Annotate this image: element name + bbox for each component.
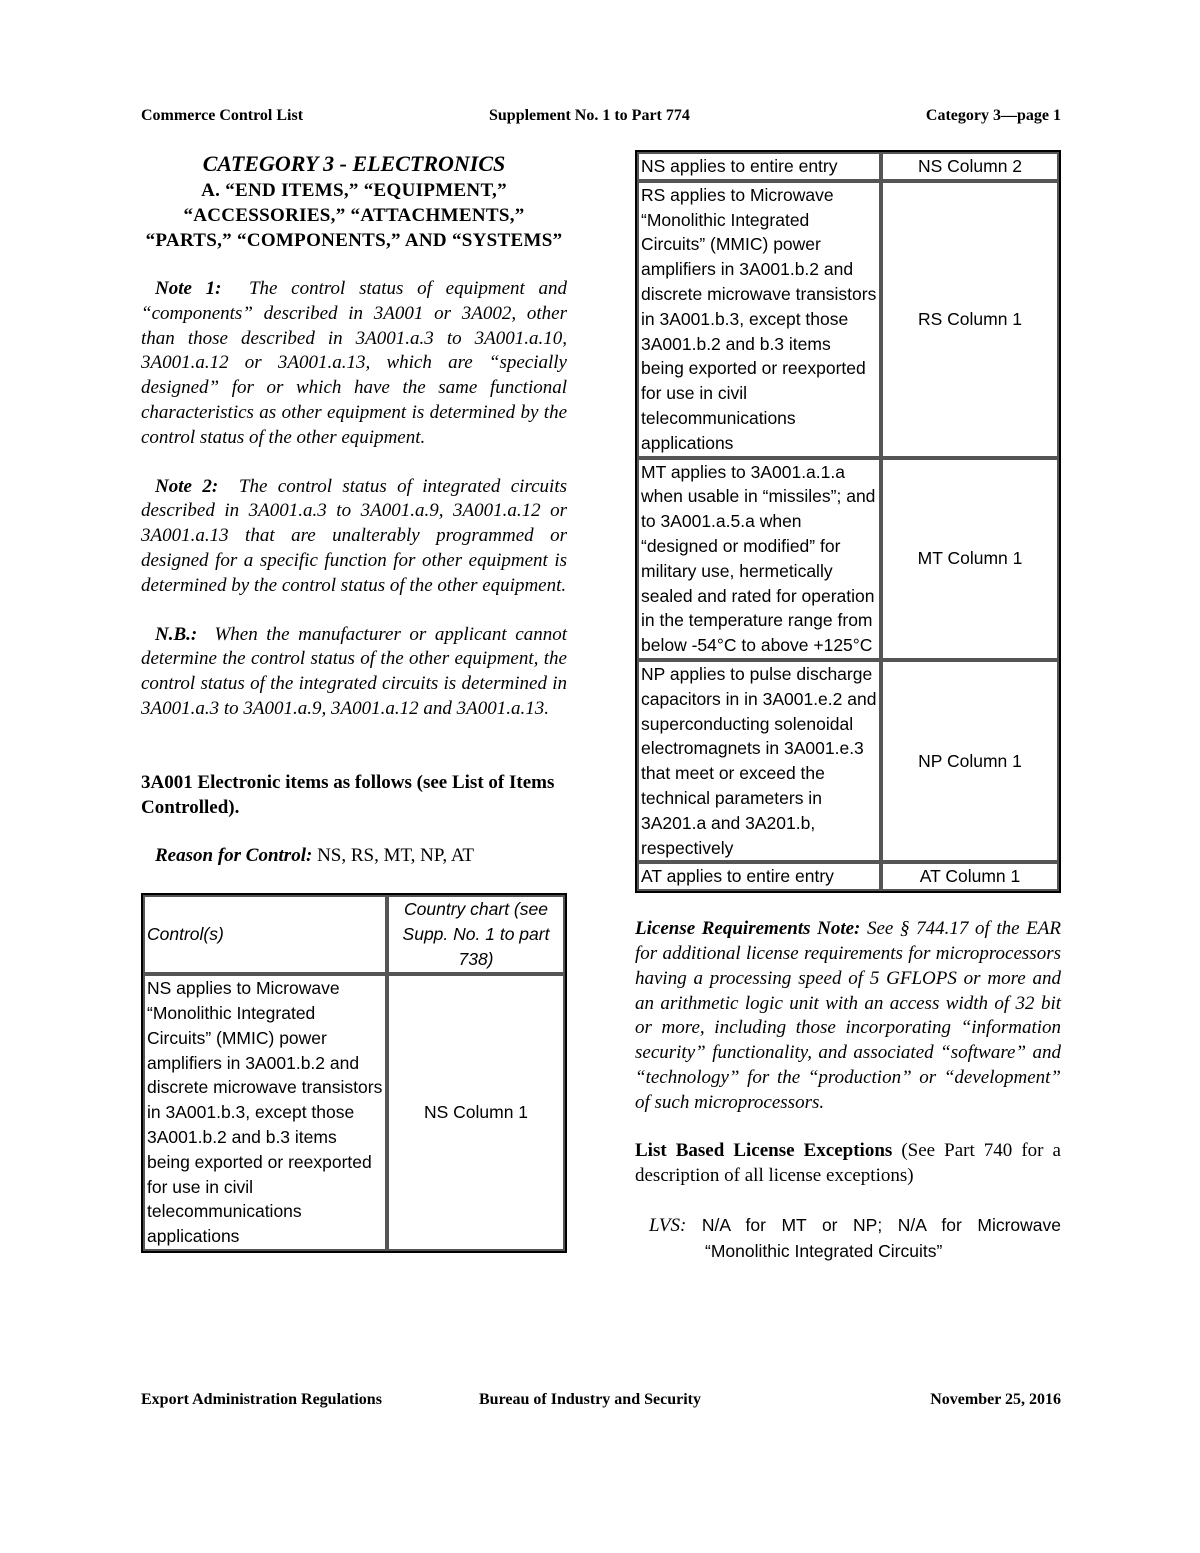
country-cell: NS Column 1 (387, 974, 565, 1251)
lvs-text: N/A for MT or NP; N/A for Microwave “Monolithic Integrated Circuits” (686, 1215, 1061, 1261)
license-requirements-note (635, 917, 1061, 1115)
page-footer (141, 1391, 1061, 1415)
right-column (635, 150, 1061, 1264)
control-cell: NP applies to pulse discharge capacitors in in 3A001.e.2 and superconducting solenoidal electromagnets in 3A001.e.3 that meet or exceed the technical parameters in 3A201.a and 3A201.b, respectively (637, 660, 881, 862)
note-text: The control status of equipment and “components” described in 3A001 or 3A002, other than those described in 3A001.a.3 to 3A001.a.10, 3A001.a.12 or 3A001.a.13, which are “specially designed” for or which have the same functional characteristics as other equipment is determined by the control status of the other equipment. (141, 278, 567, 448)
license-note-label: License Requirements Note: (635, 918, 861, 940)
reason-value: NS, RS, MT, NP, AT (312, 845, 475, 867)
table-row (637, 862, 1059, 891)
table-header-row (143, 895, 565, 974)
control-cell: RS applies to Microwave “Monolithic Integrated Circuits” (MMIC) power amplifiers in 3A001.b.2 and discrete microwave transistors in 3A001.b.3, except those 3A001.b.2 and b.3 items being exported or reexported for use in civil telecommunications applications (637, 181, 881, 458)
left-column (141, 150, 567, 1253)
country-cell: NS Column 2 (881, 152, 1059, 181)
footer-center: Bureau of Industry and Security (479, 1391, 701, 1408)
header-left: Commerce Control List (141, 107, 304, 124)
list-based-text: (See Part 740 for a description of all license exceptions) (635, 1140, 1061, 1187)
table-row (637, 152, 1059, 181)
note-1 (141, 277, 567, 451)
table-row (637, 458, 1059, 660)
country-cell: NP Column 1 (881, 660, 1059, 862)
note-label: Note 2: (155, 475, 219, 497)
table-row (637, 181, 1059, 458)
header-center: Supplement No. 1 to Part 774 (489, 107, 690, 124)
control-cell: NS applies to Microwave “Monolithic Integrated Circuits” (MMIC) power amplifiers in 3A001.b.2 and discrete microwave transistors in 3A001.b.3, except those 3A001.b.2 and b.3 items being exported or reexported for use in civil telecommunications applications (143, 974, 387, 1251)
control-cell: AT applies to entire entry (637, 862, 881, 891)
country-cell: AT Column 1 (881, 862, 1059, 891)
reason-for-control (141, 844, 567, 869)
eccn-heading: 3A001 Electronic items as follows (see List of Items Controlled). (141, 771, 555, 818)
table-row (143, 974, 565, 1251)
control-cell: MT applies to 3A001.a.1.a when usable in “missiles”; and to 3A001.a.5.a when “designed or modified” for military use, hermetically sealed and rated for operation in the temperature range from below -54°C to above +125°C (637, 458, 881, 660)
table-header-control: Control(s) (143, 895, 387, 974)
country-cell: RS Column 1 (881, 181, 1059, 458)
note-text: When the manufacturer or applicant cannot determine the control status of the other equipment, the control status of the integrated circuits is determined in 3A001.a.3 to 3A001.a.9, 3A001.a.12 and 3A001.a.13. (141, 623, 568, 719)
note-text: The control status of integrated circuits described in 3A001.a.3 to 3A001.a.9, 3A001.a.12 or 3A001.a.13 that are unalterably programmed or designed for a specific function for other equipment is determined by the control status of the other equipment. (141, 475, 568, 596)
table-row (637, 660, 1059, 862)
list-based-label: List Based License Exceptions (635, 1140, 893, 1162)
note-label: N.B.: (155, 623, 198, 645)
table-header-country: Country chart (see Supp. No. 1 to part 738) (387, 895, 565, 974)
license-note-text: See § 744.17 of the EAR for additional license requirements for microprocessors having a processing speed of 5 GFLOPS or more and an arithmetic logic unit with an access width of 32 bit or more, including those incorporating “information security” functionality, and associated “software” and “technology” for the “production” or “development” of such microprocessors. (635, 918, 1061, 1113)
list-based-exceptions (635, 1139, 1061, 1189)
note-label: Note 1: (155, 278, 222, 299)
lvs-exception (635, 1213, 1061, 1264)
note-2 (141, 475, 567, 599)
country-cell: MT Column 1 (881, 458, 1059, 660)
control-table-right (635, 150, 1061, 893)
control-table-left (141, 893, 567, 1253)
reason-label: Reason for Control: (155, 845, 313, 867)
footer-right: November 25, 2016 (930, 1391, 1061, 1408)
lvs-label: LVS: (649, 1215, 687, 1237)
header-right: Category 3—page 1 (925, 107, 1061, 124)
page-header (141, 107, 1061, 131)
nb-note (141, 623, 567, 722)
section-heading: A. “END ITEMS,” “EQUIPMENT,” “ACCESSORIES,” “ATTACHMENTS,” “PARTS,” “COMPONENTS,” AND “SYSTEMS” (145, 180, 563, 251)
control-cell: NS applies to entire entry (637, 152, 881, 181)
footer-left: Export Administration Regulations (141, 1391, 382, 1408)
category-title: CATEGORY 3 - ELECTRONICS (202, 151, 506, 176)
